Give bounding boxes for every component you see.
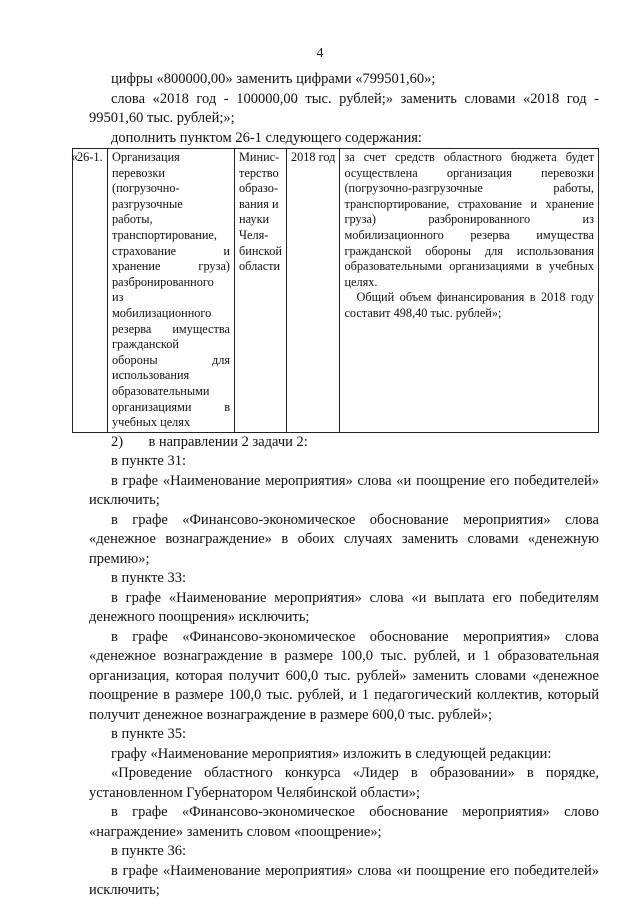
item-name-line: транспортирование, (112, 227, 217, 242)
item-financing-cell (340, 149, 599, 433)
item-name-line: разбронированного (112, 274, 214, 289)
page-number: 4 (316, 46, 324, 61)
item-name-line: учебных целях (112, 415, 191, 430)
intro-line-2: слова «2018 год - 100000,00 тыс. рублей;» заменить словами «2018 год - 99501,60 тыс. рублей;»; (89, 90, 599, 126)
item-name-line: страхование и (112, 243, 230, 258)
amendment-paragraph: в графе «Финансово-экономическое обоснование мероприятия» слова «денежное вознаграждение» в обоих случаях заменить словами «денежную премию»; (89, 511, 599, 567)
item-year: 2018 год (286, 149, 339, 433)
financing-text: за счет средств областного бюджета будет осуществлена организация перевозки (погрузочно-разгрузочные работы, транспортирование, страхование и хранение груза) разбронированного из мобилизационного резерва имущества гражданской обороны для использования образовательными организациями в учебных целях. (344, 150, 594, 289)
amendment-paragraph: в графе «Наименование мероприятия» слова «и поощрение его победителей» исключить; (89, 472, 599, 509)
item-name-line: (погрузочно- (112, 181, 180, 196)
inserted-item-table (71, 148, 599, 433)
amendment-paragraph: в пункте 33: (111, 570, 187, 587)
item-name-line: организациями в (112, 399, 230, 414)
table-row (73, 149, 599, 433)
item-name-line: хранение груза) (112, 259, 230, 274)
amendment-paragraph: в пункте 31: (111, 453, 187, 470)
amendment-paragraph: «Проведение областного конкурса «Лидер в образовании» в порядке, установленном Губернатором Челябинской области»; (89, 765, 599, 801)
item-name-line: перевозки (112, 165, 165, 180)
amendment-paragraph: 2) в направлении 2 задачи 2: (111, 433, 308, 450)
executor-line: бинской (239, 243, 282, 258)
document-body (71, 70, 599, 901)
executor-line: области (239, 259, 281, 274)
amendment-paragraph: в графе «Наименование мероприятия» слова «и поощрение его победителей» исключить; (89, 862, 599, 899)
item-name-line: образовательными (112, 383, 210, 398)
amendments-list (89, 433, 599, 901)
financing-total: Общий объем финансирования в 2018 году составит 498,40 тыс. рублей»; (344, 290, 594, 320)
executor-line: науки (239, 212, 270, 227)
amendment-paragraph: в пункте 36: (111, 843, 187, 860)
amendment-paragraph: графу «Наименование мероприятия» изложить в следующей редакции: (111, 745, 552, 762)
item-name-line: мобилизационного (112, 305, 212, 320)
executor-line: вания и (239, 196, 279, 211)
intro-line-1: цифры «800000,00» заменить цифрами «799501,60»; (111, 71, 436, 87)
item-name-line: Организация (112, 150, 180, 164)
item-name-line: резерва имущества (112, 321, 230, 336)
executor-line: Минис- (239, 150, 280, 164)
item-name-line: работы, (112, 212, 153, 227)
amendment-paragraph: в графе «Наименование мероприятия» слова «и выплата его победителям денежного поощрения» исключить; (89, 589, 599, 626)
item-executor-cell (235, 149, 287, 433)
executor-line: Челя- (239, 227, 269, 242)
intro-line-3: дополнить пунктом 26-1 следующего содержания: (111, 129, 422, 146)
amendment-paragraph: в графе «Финансово-экономическое обоснование мероприятия» слово «награждение» заменить словом «поощрение»; (89, 804, 599, 840)
item-name-line: обороны для (112, 352, 230, 367)
amendment-paragraph: в графе «Финансово-экономическое обоснование мероприятия» слова «денежное вознаграждение в размере 100,0 тыс. рублей, и 1 образовательная организация, которая получит 600,0 тыс. рублей» заменить словами «денежное поощрение в размере 100,0 тыс. рублей, и 1 педагогический коллектив, который получит денежное вознаграждение в размере 600,0 тыс. рублей»; (89, 628, 599, 723)
amendment-paragraph: в пункте 35: (111, 726, 187, 743)
item-name-cell (108, 149, 235, 433)
open-quote: « (71, 149, 79, 165)
item-name-line: использования (112, 368, 190, 383)
item-name-line: из (112, 290, 124, 305)
item-name-line: гражданской (112, 337, 179, 352)
executor-line: терство (239, 165, 279, 180)
item-name-line: разгрузочные (112, 196, 183, 211)
item-number: 26-1. (73, 149, 108, 433)
executor-line: образо- (239, 181, 279, 196)
